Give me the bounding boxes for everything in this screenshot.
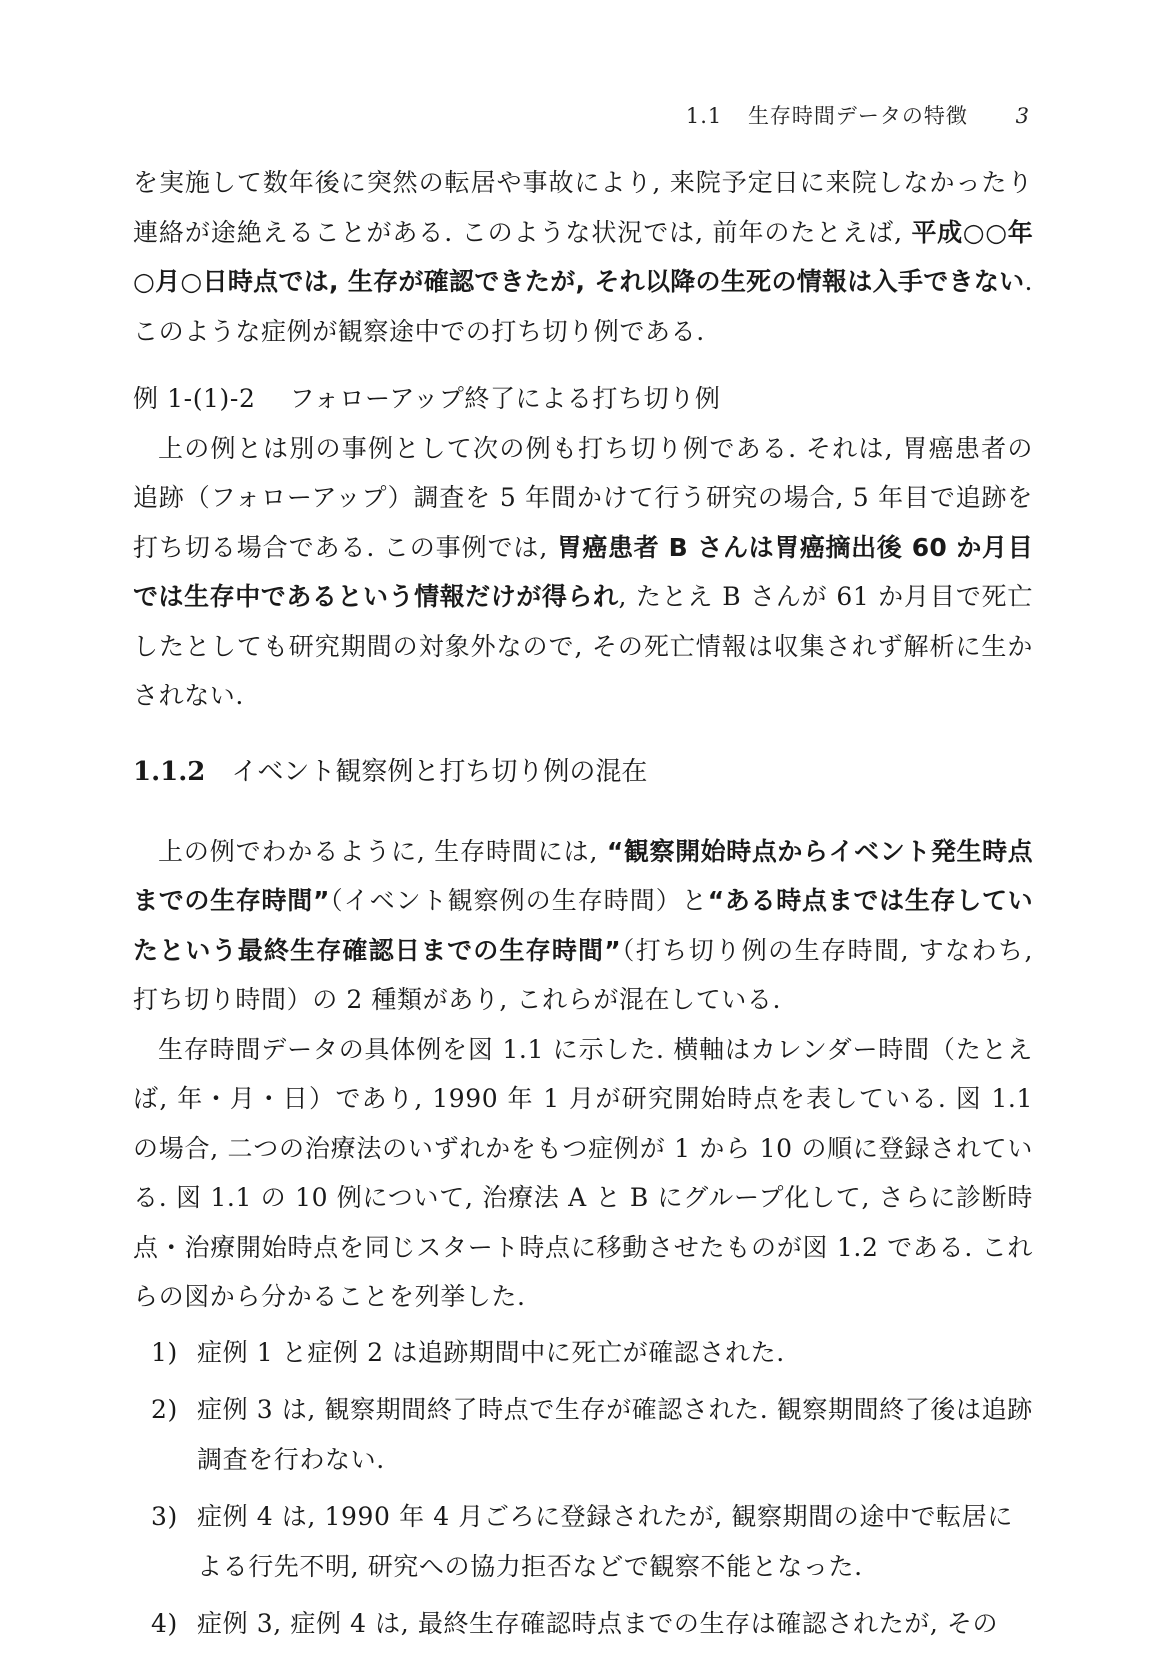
running-head [686,100,1030,130]
list-item [133,1492,1033,1591]
list-item-marker: 2) [151,1395,178,1424]
section-heading [133,747,1033,797]
example-title: フォローアップ終了による打ち切り例 [289,384,721,413]
list-item-marker: 1) [151,1337,178,1367]
para1-bold-1: “観察開始時点からイベント発生時点までの生存時間” [133,836,1033,915]
findings-list [133,1328,1033,1649]
example-paragraph [133,424,1033,721]
list-item-marker: 3) [151,1502,178,1531]
continuation-paragraph [133,158,1033,356]
list-item-text: 症例 4 は, 1990 年 4 月ごろに登録されたが, 観察期間の途中で転居による行先不明, 研究への協力拒否などで観察不能となった. [197,1502,1013,1581]
section-title: イベント観察例と打ち切り例の混在 [231,756,648,787]
para1-text-1: 上の例でわかるように, 生存時間には, [158,836,607,866]
paragraph-1 [133,827,1033,1025]
running-head-section-number: 1.1 [685,104,723,128]
list-item-marker: 4) [151,1609,178,1638]
example-text-1: 上の例とは別の事例として次の例も打ち切り例である. それは, 胃癌患者の追跡（フォローアップ）調査を 5 年間かけて行う研究の場合, 5 年目で追跡を打ち切る場合である. この事例では, [133,433,1033,562]
para1-bold-2: “ある時点までは生存していたという最終生存確認日までの生存時間” [133,886,1033,965]
list-item [133,1599,1033,1649]
section-number: 1.1.2 [133,756,206,787]
list-item-text: 症例 1 と症例 2 は追跡期間中に死亡が確認された. [197,1337,785,1367]
para1-text-2: （イベント観察例の生存時間）と [329,886,708,915]
example-heading [133,374,1033,424]
para1-text-3: （打ち切り例の生存時間, すなわち, 打ち切り時間）の 2 種類があり, これらが混在している. [133,935,1033,1014]
list-item-text: 症例 3, 症例 4 は, 最終生存確認時点までの生存は確認されたが, その [197,1609,999,1638]
continuation-text-1: を実施して数年後に突然の転居や事故により, 来院予定日に来院しなかったり連絡が途絶えることがある. このような状況では, 前年のたとえば, [133,168,1033,247]
paragraph-2: 生存時間データの具体例を図 1.1 に示した. 横軸はカレンダー時間（たとえば, 年・月・日）であり, 1990 年 1 月が研究開始時点を表している. 図 1.1 の場合, 二つの治療法のいずれかをもつ症例が 1 から 10 の順に登録されている. 図 1.1 の 10 例について, 治療法 A と B にグループ化して, さらに診断時点・治療開始時点を同じスタート時点に移動させたものが図 1.2 である. これらの図から分かることを列挙した. [133,1034,1033,1311]
running-head-section-title: 生存時間データの特徴 [747,104,968,128]
list-item [133,1385,1033,1484]
list-item [133,1328,1033,1378]
page-body [133,158,1033,1657]
page-number: 3 [1015,104,1030,128]
example-label: 例 1-(1)-2 [133,384,256,413]
continuation-text-2: . このような症例が観察途中での打ち切り例である. [133,267,1033,346]
example-text-2: , たとえ B さんが 61 か月目で死亡したとしても研究期間の対象外なので, その死亡情報は収集されず解析に生かされない. [133,582,1034,710]
example-bold-1: 胃癌患者 B さんは胃癌摘出後 60 か月目では生存中であるという情報だけが得られ [133,532,1033,611]
list-item-text: 症例 3 は, 観察期間終了時点で生存が確認された. 観察期間終了後は追跡調査を行わない. [197,1395,1033,1474]
continuation-bold-1: 平成○○年○月○日時点では, 生存が確認できたが, それ以降の生死の情報は入手できない [133,217,1033,296]
